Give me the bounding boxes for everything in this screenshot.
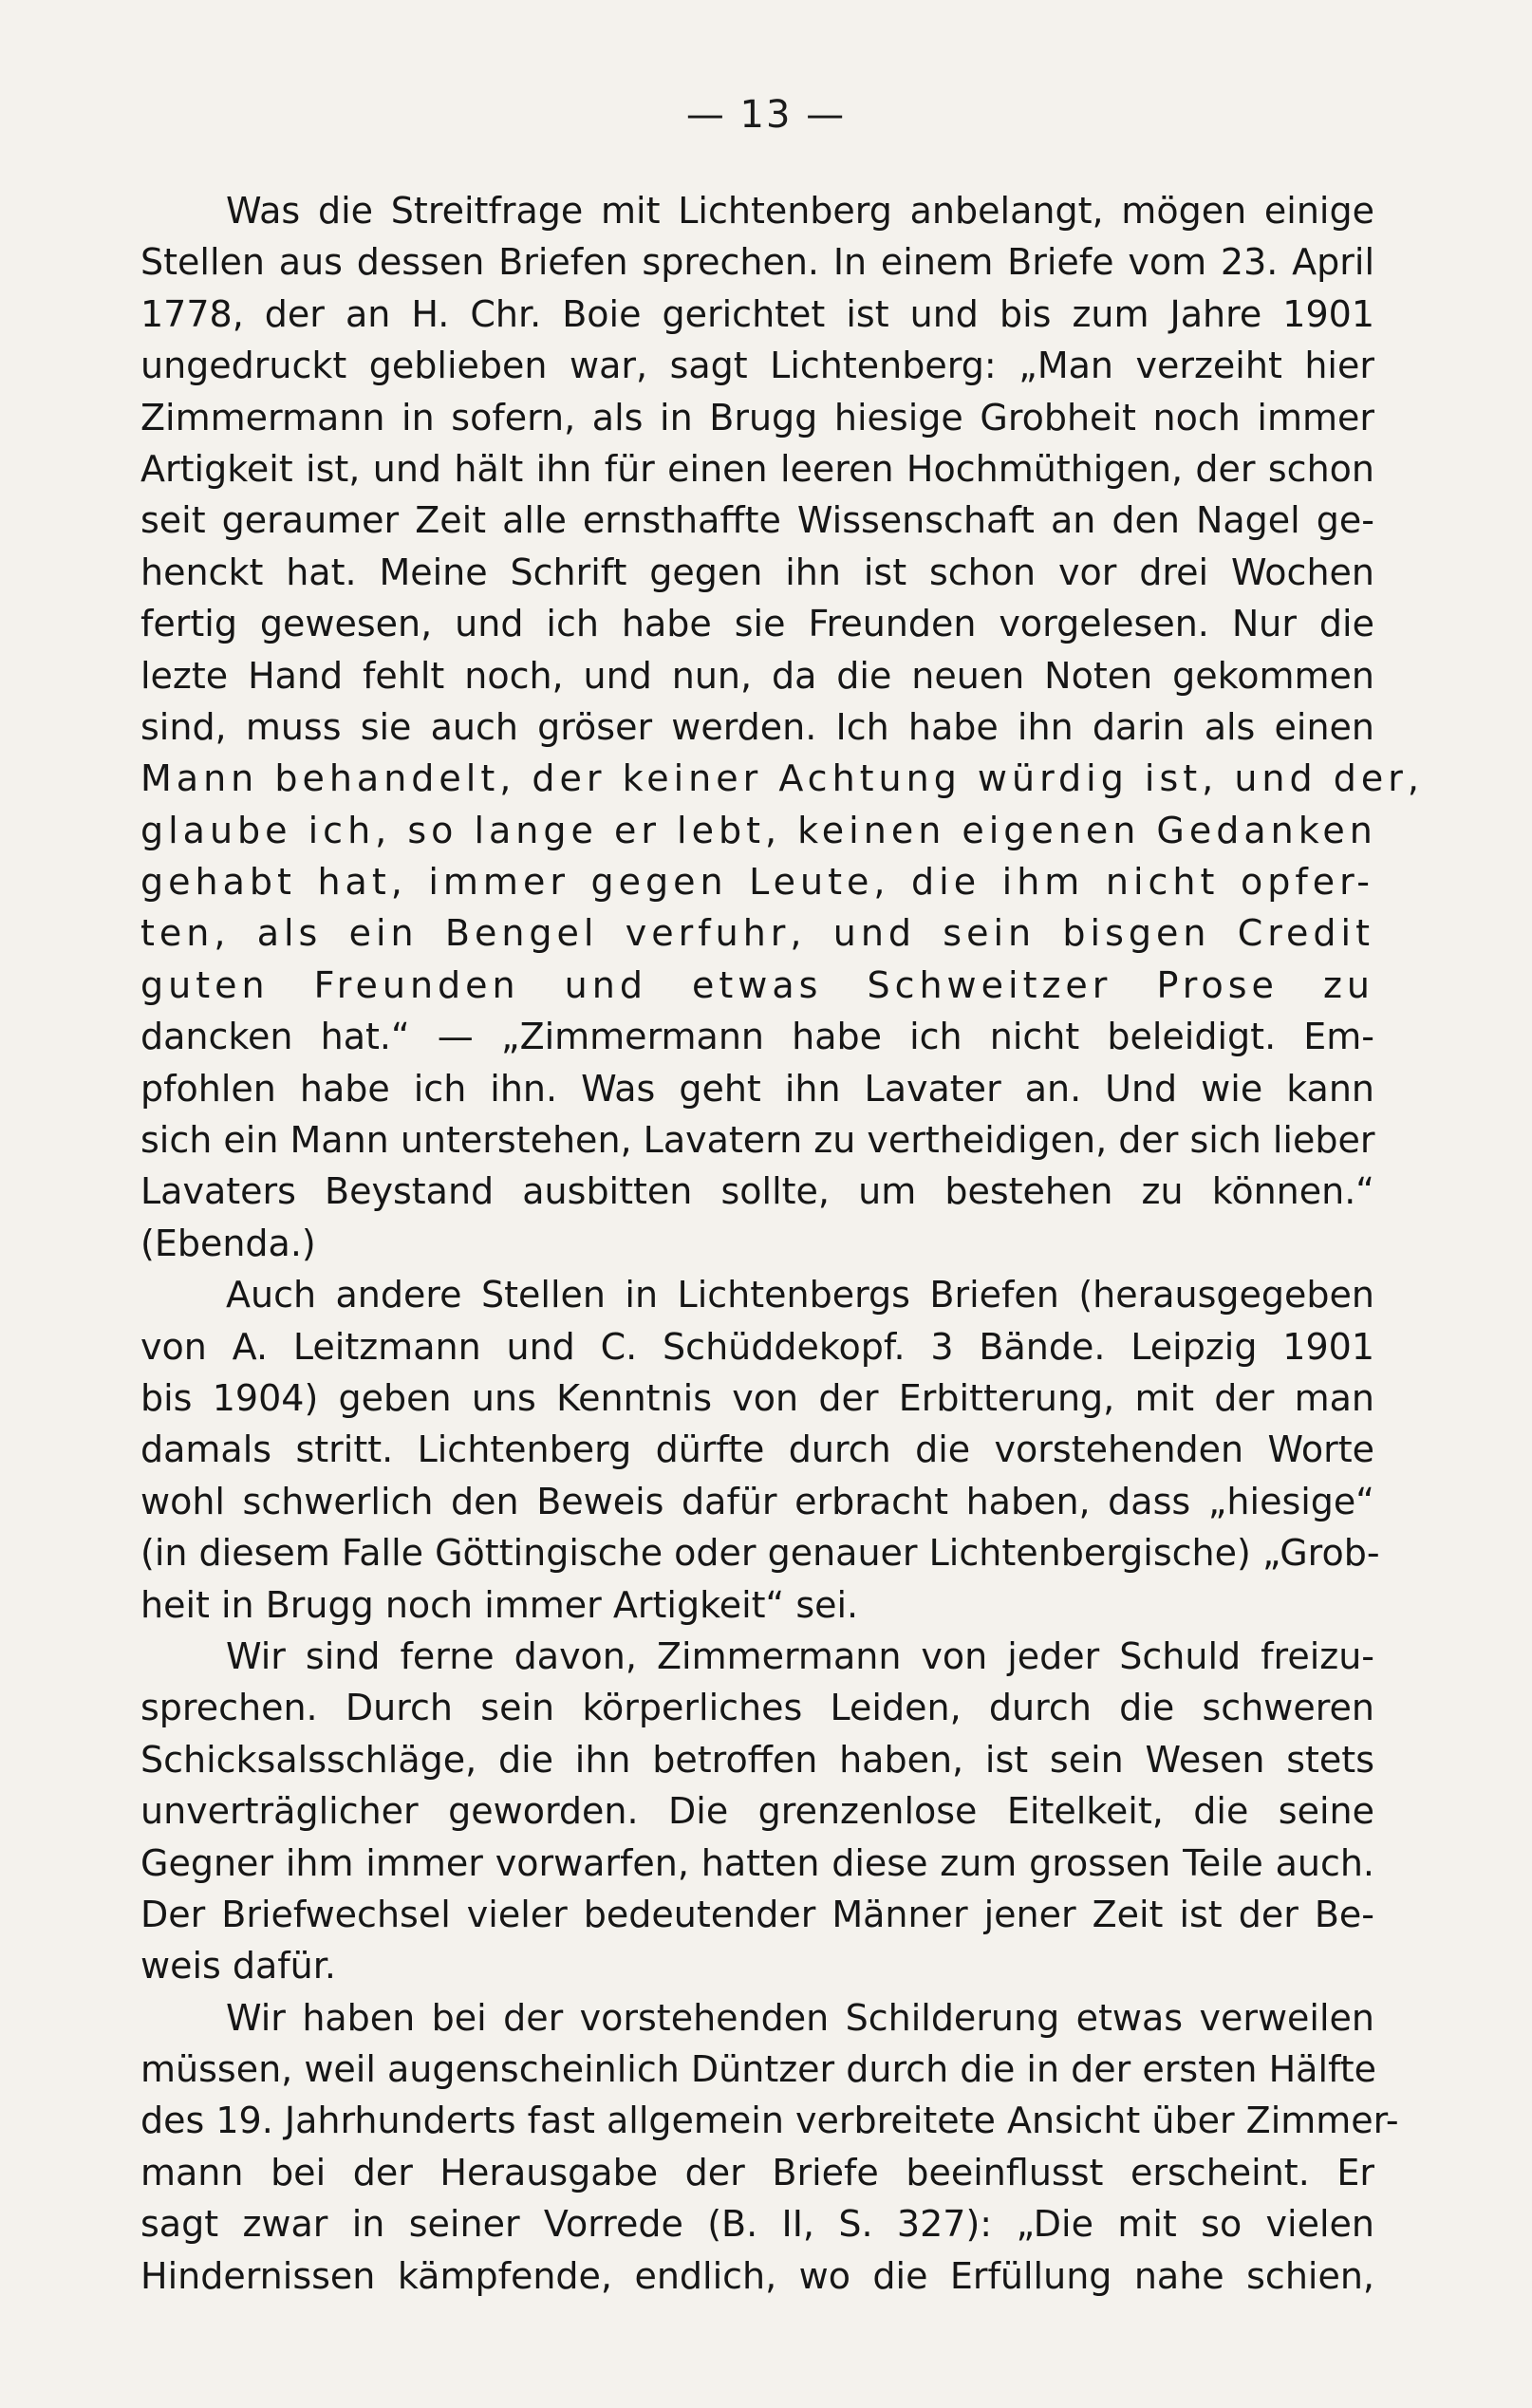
text-line: von A. Leitzmann und C. Schüddekopf. 3 Bände. Leipzig 1901 [140,1325,1374,1368]
text-line: damals stritt. Lichtenberg dürfte durch die vorstehenden Worte [140,1428,1374,1471]
text-line: Artigkeit ist, und hält ihn für einen leeren Hochmüthigen, der schon [140,447,1374,490]
text-line: sind, muss sie auch gröser werden. Ich habe ihn darin als einen [140,705,1374,748]
text-line: des 19. Jahrhunderts fast allgemein verbreitete Ansicht über Zimmer- [140,2100,1399,2142]
text-line: Hindernissen kämpfende, endlich, wo die Erfüllung nahe schien, [140,2254,1374,2297]
text-line: sprechen. Durch sein körperliches Leiden, durch die schweren [140,1687,1374,1729]
text-line: Der Briefwechsel vieler bedeutender Männer jener Zeit ist der Be- [140,1893,1374,1935]
text-line: weis dafür. [140,1945,336,1988]
text-line: Lavaters Beystand ausbitten sollte, um bestehen zu können.“ [140,1170,1374,1213]
text-line: sagt zwar in seiner Vorrede (B. II, S. 327): „Die mit so vielen [140,2203,1374,2246]
text-line: mann bei der Herausgabe der Briefe beeinflusst erscheint. Er [140,2151,1374,2193]
text-line: lezte Hand fehlt noch, und nun, da die neuen Noten gekommen [140,654,1374,697]
text-line: sich ein Mann unterstehen, Lavatern zu vertheidigen, der sich lieber [140,1119,1375,1162]
text-line: müssen, weil augenscheinlich Düntzer durch die in der ersten Hälfte [140,2048,1377,2091]
text-line: 1778, der an H. Chr. Boie gerichtet ist und bis zum Jahre 1901 [140,292,1374,335]
text-line-spaced: ten, als ein Bengel verfuhr, und sein bisgen Credit [140,912,1374,955]
text-line: (Ebenda.) [140,1222,316,1264]
text-line: bis 1904) geben uns Kenntnis von der Erbitterung, mit der man [140,1376,1374,1419]
text-line-spaced: Mann behandelt, der keiner Achtung würdig ist, und der, [140,757,1424,800]
text-line: Schicksalsschläge, die ihn betroffen haben, ist sein Wesen stets [140,1738,1374,1781]
text-line: Wir sind ferne davon, Zimmermann von jeder Schuld freizu- [226,1634,1374,1677]
text-line: Gegner ihm immer vorwarfen, hatten diese zum grossen Teile auch. [140,1841,1374,1884]
text-line: unverträglicher geworden. Die grenzenlose Eitelkeit, die seine [140,1790,1374,1833]
text-line: henckt hat. Meine Schrift gegen ihn ist schon vor drei Wochen [140,551,1374,593]
text-line: seit geraumer Zeit alle ernsthaffte Wissenschaft an den Nagel ge- [140,499,1374,542]
text-line: (in diesem Falle Göttingische oder genauer Lichtenbergische) „Grob- [140,1532,1380,1575]
text-line: pfohlen habe ich ihn. Was geht ihn Lavater an. Und wie kann [140,1067,1374,1110]
page-number: — 13 — [685,93,847,137]
text-line: ungedruckt geblieben war, sagt Lichtenberg: „Man verzeiht hier [140,345,1374,387]
text-line: Was die Streitfrage mit Lichtenberg anbelangt, mögen einige [226,190,1374,232]
body-text [140,185,1424,2302]
text-line-spaced: gehabt hat, immer gegen Leute, die ihm nicht opfer- [140,861,1374,904]
text-line: fertig gewesen, und ich habe sie Freunden vorgelesen. Nur die [140,603,1374,645]
text-line-spaced: guten Freunden und etwas Schweitzer Prose zu [140,963,1374,1006]
text-line: Stellen aus dessen Briefen sprechen. In einem Briefe vom 23. April [140,241,1374,284]
text-line: Auch andere Stellen in Lichtenbergs Briefen (herausgegeben [226,1274,1374,1316]
text-line-spaced: glaube ich, so lange er lebt, keinen eigenen Gedanken [140,809,1377,851]
text-line: Wir haben bei der vorstehenden Schilderung etwas verweilen [226,1996,1374,2039]
text-line: Zimmermann in sofern, als in Brugg hiesige Grobheit noch immer [140,396,1374,439]
text-line: dancken hat.“ — „Zimmermann habe ich nicht beleidigt. Em- [140,1016,1374,1058]
text-line: heit in Brugg noch immer Artigkeit“ sei. [140,1583,859,1626]
text-line: wohl schwerlich den Beweis dafür erbracht haben, dass „hiesige“ [140,1480,1374,1522]
